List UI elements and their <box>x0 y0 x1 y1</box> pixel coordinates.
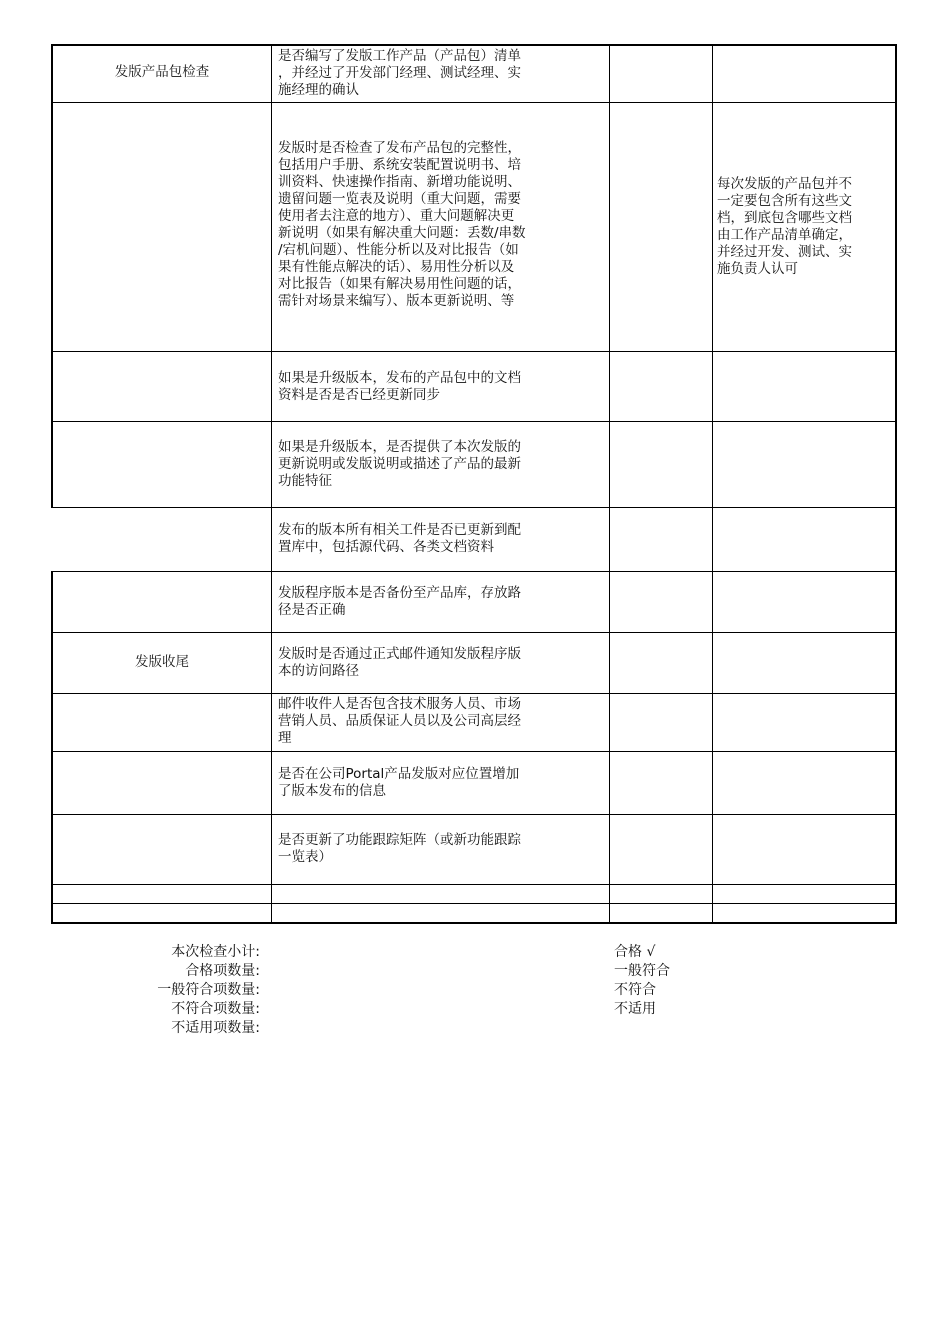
result-legend <box>614 943 754 1019</box>
general-count-label: 一般符合项数量: <box>157 982 260 998</box>
result-cell[interactable] <box>610 753 712 813</box>
result-cell[interactable] <box>610 509 712 570</box>
table-left-border <box>51 44 53 508</box>
result-cell[interactable] <box>610 634 712 692</box>
legend-pass: 合格 √ <box>614 944 656 960</box>
summary-labels <box>100 943 260 1038</box>
check-item-text: 如果是升级版本，是否提供了本次发版的 更新说明或发版说明或描述了产品的最新 功能特征 <box>278 439 521 489</box>
result-cell[interactable] <box>610 423 712 506</box>
fail-count-label: 不符合项数量: <box>171 1001 260 1017</box>
row-divider <box>52 351 897 352</box>
row-divider <box>52 903 897 904</box>
table-bottom-border <box>52 922 897 924</box>
table-left-border <box>51 571 53 924</box>
result-cell[interactable] <box>610 573 712 631</box>
check-item-text: 是否编写了发版工作产品（产品包）清单 ，并经过了开发部门经理、测试经理、实 施经理的确认 <box>278 48 521 98</box>
check-item-text: 是否更新了功能跟踪矩阵（或新功能跟踪 一览表） <box>278 832 521 865</box>
row-divider <box>52 751 897 752</box>
table-right-border <box>895 44 897 924</box>
table-top-border <box>52 44 897 46</box>
result-cell[interactable] <box>610 48 712 100</box>
check-item-text: 是否在公司Portal产品发版对应位置增加 了版本发布的信息 <box>278 766 520 799</box>
result-cell[interactable] <box>610 353 712 420</box>
row-divider <box>52 421 897 422</box>
na-count-label: 不适用项数量: <box>171 1020 260 1036</box>
row-divider <box>52 884 897 885</box>
legend-general: 一般符合 <box>614 963 670 979</box>
legend-na: 不适用 <box>614 1001 656 1017</box>
check-item-text: 发布的版本所有相关工件是否已更新到配 置库中，包括源代码、各类文档资料 <box>278 522 521 555</box>
category-cell: 发版收尾 <box>135 654 189 670</box>
row-divider <box>52 632 897 633</box>
pass-count-label: 合格项数量: <box>185 963 260 979</box>
check-item-text: 发版时是否通过正式邮件通知发版程序版 本的访问路径 <box>278 646 521 679</box>
category-cell: 发版产品包检查 <box>114 64 210 80</box>
check-item-text: 如果是升级版本，发布的产品包中的文档 资料是否是否已经更新同步 <box>278 370 521 403</box>
check-item-text: 发版时是否检查了发布产品包的完整性， 包括用户手册、系统安装配置说明书、培 训资料、快速操作指南、新增功能说明、 遗留问题一览表及说明（重大问题，需要 使用者去注意的地方）、重大问题解决更 新说明（如果有解决重大问题：丢数/串数 /宕机问题）、性能分析以及对比报告（如 果有性能点解决的话）、易用性分析以及 对比报告（如果有解决易用性问题的话， 需针对场景来编写）、版本更新说明、等 <box>278 140 526 309</box>
result-cell[interactable] <box>610 104 712 350</box>
result-cell[interactable] <box>610 695 712 750</box>
row-divider <box>52 814 897 815</box>
result-cell[interactable] <box>610 816 712 883</box>
legend-fail: 不符合 <box>614 982 656 998</box>
row-divider <box>52 571 897 572</box>
check-item-text: 邮件收件人是否包含技术服务人员、市场 营销人员、品质保证人员以及公司高层经 理 <box>278 696 521 746</box>
remark-cell: 每次发版的产品包并不 一定要包含所有这些文 档，到底包含哪些文档 由工作产品清单确定， 并经过开发、测试、实 施负责人认可 <box>717 176 852 277</box>
row-divider <box>52 507 897 508</box>
row-divider <box>52 102 897 103</box>
row-divider <box>52 693 897 694</box>
subtotal-label: 本次检查小计: <box>171 944 260 960</box>
check-item-text: 发版程序版本是否备份至产品库，存放路 径是否正确 <box>278 585 521 618</box>
